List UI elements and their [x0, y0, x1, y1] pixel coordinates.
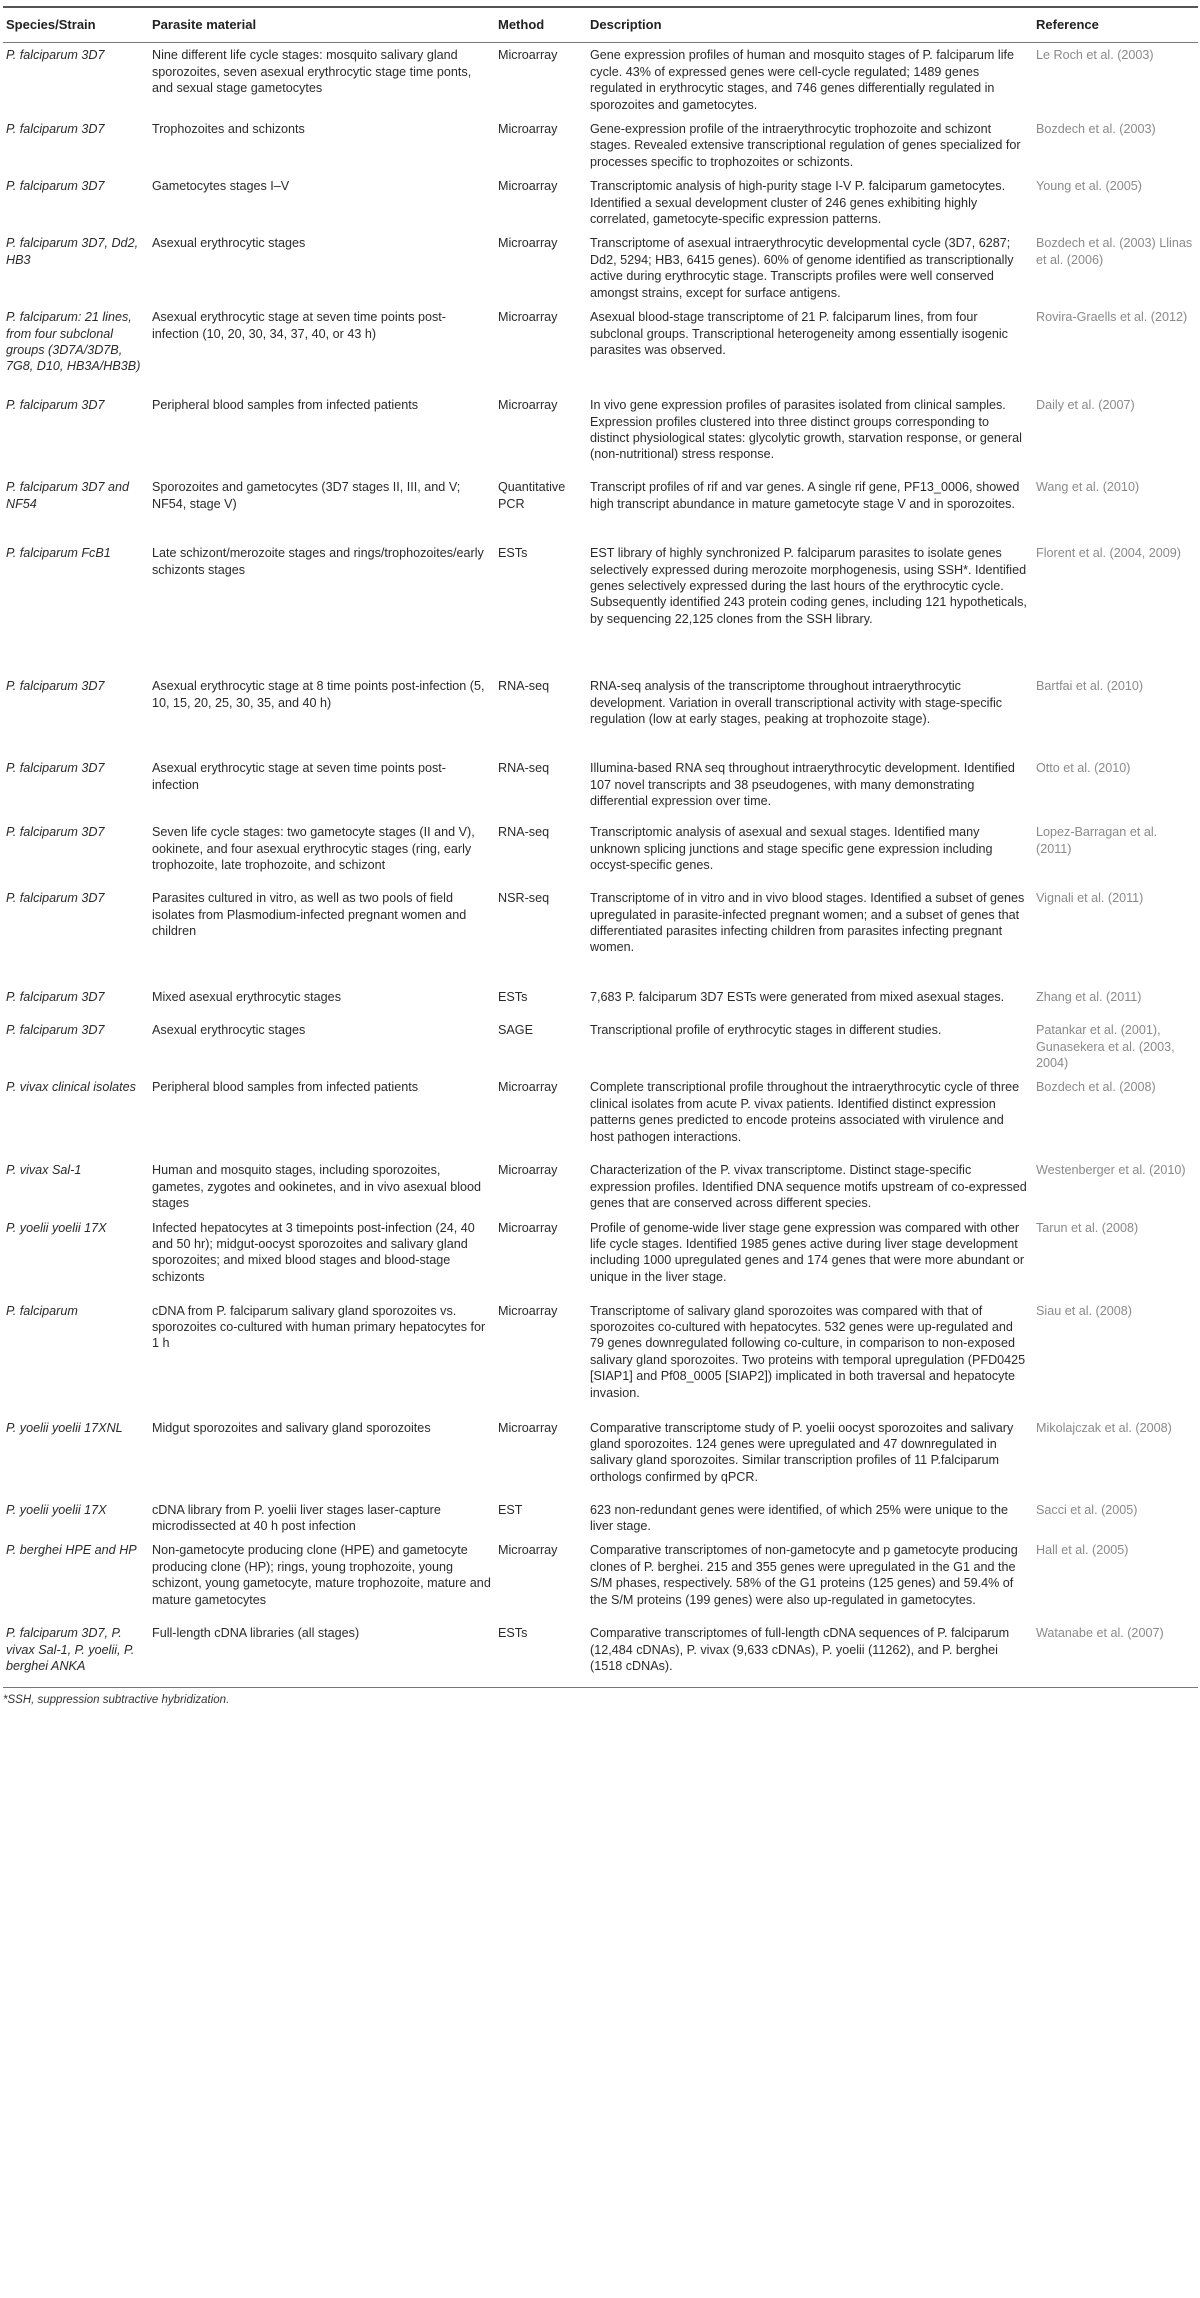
table-row [3, 1018, 1198, 1075]
cell-parasite-material: Midgut sporozoites and salivary gland sporozoites [152, 1420, 431, 1435]
table-row [3, 43, 1198, 117]
cell-reference: Daily et al. (2007) [1036, 398, 1135, 413]
cell-method: NSR-seq [498, 891, 550, 906]
cell-parasite-material: Non-gametocyte producing clone (HPE) and gametocyte producing clone (HP); rings, young trophozoite, young schizont, young gametocyte, mature trophozoite, mature and mature gametocytes [152, 1543, 491, 1607]
header-method: Method [495, 7, 587, 43]
cell-parasite-material: cDNA from P. falciparum salivary gland sporozoites vs. sporozoites co-cultured with human primary hepatocytes for 1 h [152, 1303, 486, 1351]
table-row [3, 1416, 1198, 1498]
cell-reference: Bozdech et al. (2003) [1036, 122, 1156, 137]
cell-parasite-material: Peripheral blood samples from infected patients [152, 398, 419, 413]
cell-species-strain: P. falciparum 3D7 and NF54 [6, 480, 129, 511]
cell-parasite-material: Sporozoites and gametocytes (3D7 stages II, III, and V; NF54, stage V) [152, 480, 461, 511]
cell-parasite-material: Asexual erythrocytic stages [152, 236, 306, 251]
table-header [3, 7, 1198, 43]
cell-method: SAGE [498, 1023, 533, 1038]
cell-parasite-material: Peripheral blood samples from infected patients [152, 1080, 419, 1095]
cell-reference: Vignali et al. (2011) [1036, 891, 1144, 906]
table-row [3, 1538, 1198, 1621]
cell-reference: Zhang et al. (2011) [1036, 990, 1142, 1005]
table-row [3, 1299, 1198, 1416]
cell-parasite-material: Asexual erythrocytic stage at 8 time points post-infection (5, 10, 15, 20, 25, 30, 35, and 40 h) [152, 679, 485, 710]
cell-method: Microarray [498, 398, 558, 413]
cell-description: Comparative transcriptome study of P. yoelii oocyst sporozoites and salivary gland sporozoites. 124 genes were upregulated and 47 downregulated in salivary gland sporozoites. Similar transcription profiles of 11 P.falciparum orthologs confirmed by qPCR. [590, 1420, 1014, 1484]
cell-parasite-material: Trophozoites and schizonts [152, 122, 305, 137]
table-row [3, 174, 1198, 231]
cell-reference: Florent et al. (2004, 2009) [1036, 546, 1181, 561]
cell-species-strain: P. falciparum FcB1 [6, 546, 111, 561]
cell-description: Complete transcriptional profile throughout the intraerythrocytic cycle of three clinical isolates from acute P. vivax patients. Identified distinct expression patterns genes predicted to encode proteins associated with virulence and host pathogen interactions. [590, 1080, 1020, 1144]
cell-reference: Westenberger et al. (2010) [1036, 1163, 1186, 1178]
cell-description: 7,683 P. falciparum 3D7 ESTs were generated from mixed asexual stages. [590, 990, 1005, 1005]
cell-reference: Siau et al. (2008) [1036, 1303, 1132, 1318]
cell-description: Gene-expression profile of the intraerythrocytic trophozoite and schizont stages. Revealed extensive transcriptional regulation of genes specialized for processes specific to trophozoites or schizonts. [590, 122, 1021, 169]
cell-reference: Young et al. (2005) [1036, 179, 1142, 194]
cell-parasite-material: Mixed asexual erythrocytic stages [152, 990, 341, 1005]
header-description: Description [587, 7, 1033, 43]
cell-parasite-material: Gametocytes stages I–V [152, 179, 290, 194]
cell-species-strain: P. yoelii yoelii 17X [6, 1220, 107, 1235]
cell-method: Microarray [498, 179, 558, 194]
cell-reference: Otto et al. (2010) [1036, 761, 1131, 776]
cell-parasite-material: Parasites cultured in vitro, as well as two pools of field isolates from Plasmodium-infected pregnant women and children [152, 891, 467, 938]
cell-method: ESTs [498, 1626, 528, 1641]
table-row [3, 475, 1198, 541]
cell-method: RNA-seq [498, 825, 550, 840]
cell-species-strain: P. falciparum 3D7 [6, 179, 105, 194]
cell-species-strain: P. falciparum [6, 1303, 78, 1318]
cell-species-strain: P. vivax Sal-1 [6, 1163, 82, 1178]
cell-reference: Bozdech et al. (2003) Llinas et al. (2006) [1036, 236, 1193, 267]
cell-method: Microarray [498, 310, 558, 325]
cell-method: Microarray [498, 122, 558, 137]
table-row [3, 756, 1198, 820]
cell-method: RNA-seq [498, 761, 550, 776]
header-row [3, 7, 1198, 43]
table-row [3, 1075, 1198, 1158]
transcriptome-studies-table [3, 6, 1198, 1685]
cell-species-strain: P. falciparum 3D7 [6, 990, 105, 1005]
table-body [3, 43, 1198, 1685]
cell-description: Comparative transcriptomes of non-gametocyte and p gametocyte producing clones of P. berghei. 215 and 355 genes were upregulated in the G1 and the S/M phases, respectively. 58% of the G1 proteins (125 genes) and 59.4% of the S/M proteins (199 genes) were also up-regulated in gametocytes. [590, 1543, 1018, 1607]
cell-reference: Wang et al. (2010) [1036, 480, 1140, 495]
cell-parasite-material: Asexual erythrocytic stages [152, 1023, 306, 1038]
header-reference: Reference [1033, 7, 1198, 43]
cell-species-strain: P. yoelii yoelii 17XNL [6, 1420, 123, 1435]
cell-parasite-material: Infected hepatocytes at 3 timepoints post-infection (24, 40 and 50 hr); midgut-oocyst sporozoites and salivary gland sporozoites; and mixed blood stages and blood-stage schizonts [152, 1220, 475, 1284]
cell-method: Quantitative PCR [498, 480, 566, 511]
table-row [3, 1216, 1198, 1299]
table-row [3, 541, 1198, 674]
cell-description: Characterization of the P. vivax transcriptome. Distinct stage-specific expression profiles. Identified DNA sequence motifs upstream of co-expressed genes that are conserved across different species. [590, 1163, 1027, 1211]
cell-description: Transcriptomic analysis of asexual and sexual stages. Identified many unknown splicing junctions and stage specific gene expression including occyst-specific genes. [590, 825, 993, 872]
cell-method: ESTs [498, 546, 528, 561]
cell-parasite-material: Human and mosquito stages, including sporozoites, gametes, zygotes and ookinetes, and in vivo asexual blood stages [152, 1163, 482, 1211]
cell-reference: Le Roch et al. (2003) [1036, 48, 1154, 63]
table-row [3, 1621, 1198, 1685]
cell-method: Microarray [498, 48, 558, 63]
cell-reference: Tarun et al. (2008) [1036, 1220, 1139, 1235]
cell-reference: Hall et al. (2005) [1036, 1543, 1129, 1558]
cell-reference: Sacci et al. (2005) [1036, 1502, 1138, 1517]
cell-species-strain: P. falciparum 3D7 [6, 398, 105, 413]
cell-species-strain: P. falciparum 3D7, P. vivax Sal-1, P. yoelii, P. berghei ANKA [6, 1626, 135, 1674]
cell-description: Transcriptional profile of erythrocytic stages in different studies. [590, 1023, 942, 1038]
cell-reference: Bartfai et al. (2010) [1036, 679, 1144, 694]
cell-species-strain: P. berghei HPE and HP [6, 1543, 137, 1558]
cell-species-strain: P. falciparum 3D7, Dd2, HB3 [6, 236, 139, 267]
table-row [3, 393, 1198, 475]
cell-reference: Patankar et al. (2001), Gunasekera et al. (2003, 2004) [1036, 1023, 1175, 1070]
cell-method: Microarray [498, 236, 558, 251]
cell-description: Transcriptomic analysis of high-purity stage I-V P. falciparum gametocytes. Identified a sexual development cluster of 246 genes exhibiting highly correlated, gametocyte-specific expression patterns. [590, 179, 1006, 227]
table-row [3, 117, 1198, 174]
table-row [3, 820, 1198, 886]
cell-description: Profile of genome-wide liver stage gene expression was compared with other life cycle stages. Identified 1985 genes active during liver stage development including 1000 upregulated genes and 174 genes that were more abundant or unique in the liver stage. [590, 1220, 1025, 1284]
cell-species-strain: P. falciparum 3D7 [6, 891, 105, 906]
table-row [3, 674, 1198, 756]
cell-method: Microarray [498, 1303, 558, 1318]
table-row [3, 305, 1198, 393]
header-species-strain: Species/Strain [3, 7, 149, 43]
cell-reference: Watanabe et al. (2007) [1036, 1626, 1164, 1641]
cell-description: Asexual blood-stage transcriptome of 21 P. falciparum lines, from four subclonal groups. Transcriptional heterogeneity among essentially isogenic parasites was observed. [590, 310, 1008, 357]
cell-parasite-material: Nine different life cycle stages: mosquito salivary gland sporozoites, seven asexual erythrocytic stage time ponts, and sexual stage gametocytes [152, 48, 472, 96]
cell-parasite-material: Full-length cDNA libraries (all stages) [152, 1626, 360, 1641]
cell-species-strain: P. falciparum: 21 lines, from four subclonal groups (3D7A/3D7B, 7G8, D10, HB3A/HB3B) [6, 310, 141, 374]
cell-parasite-material: Late schizont/merozoite stages and rings/trophozoites/early schizonts stages [152, 546, 484, 577]
cell-method: Microarray [498, 1420, 558, 1435]
cell-parasite-material: cDNA library from P. yoelii liver stages laser-capture microdissected at 40 h post infection [152, 1502, 441, 1533]
cell-species-strain: P. falciparum 3D7 [6, 1023, 105, 1038]
table-row [3, 985, 1198, 1018]
cell-method: Microarray [498, 1543, 558, 1558]
cell-parasite-material: Seven life cycle stages: two gametocyte stages (II and V), ookinete, and four asexual erythrocytic stages (ring, early trophozoite, late trophozoite, and schizont [152, 825, 475, 872]
cell-species-strain: P. falciparum 3D7 [6, 679, 105, 694]
table-row [3, 886, 1198, 985]
cell-description: Transcriptome of in vitro and in vivo blood stages. Identified a subset of genes upregulated in parasite-infected pregnant women; and a subset of genes that differentiated parasites infecting children from parasites infecting pregnant women. [590, 891, 1025, 955]
cell-description: Transcriptome of salivary gland sporozoites was compared with that of sporozoites co-cultured with hepatocytes. 532 genes were up-regulated and 79 genes downregulated following co-culture, in comparison to non-exposed salivary gland sporozoites. Two proteins with temporal upregulation (PFD0425 [SIAP1] and Pf08_0005 [SIAP2]) implicated in both traversal and hepatocyte invasion. [590, 1303, 1026, 1400]
cell-description: RNA-seq analysis of the transcriptome throughout intraerythrocytic development. Variation in overall transcriptional activity with stage-specific regulation (low at early stages, peaking at trophozoite stage). [590, 679, 1003, 726]
cell-method: Microarray [498, 1163, 558, 1178]
footnote: *SSH, suppression subtractive hybridization. [3, 1687, 1198, 1706]
cell-method: RNA-seq [498, 679, 550, 694]
cell-species-strain: P. falciparum 3D7 [6, 825, 105, 840]
cell-method: Microarray [498, 1220, 558, 1235]
cell-method: Microarray [498, 1080, 558, 1095]
cell-method: ESTs [498, 990, 528, 1005]
cell-parasite-material: Asexual erythrocytic stage at seven time points post-infection [152, 761, 446, 792]
cell-description: 623 non-redundant genes were identified, of which 25% were unique to the liver stage. [590, 1502, 1008, 1533]
cell-description: In vivo gene expression profiles of parasites isolated from clinical samples. Expression profiles clustered into three distinct groups corresponding to distinct physiological states: glycolytic growth, starvation response, or general (non-nutritional) stress response. [590, 398, 1022, 462]
cell-reference: Mikolajczak et al. (2008) [1036, 1420, 1172, 1435]
table-row [3, 1498, 1198, 1539]
cell-description: Gene expression profiles of human and mosquito stages of P. falciparum life cycle. 43% of expressed genes were cell-cycle regulated; 1489 genes regulated in erythrocytic stages, and 746 genes differentially regulated in sporozoites and gametocytes. [590, 48, 1014, 112]
cell-description: Comparative transcriptomes of full-length cDNA sequences of P. falciparum (12,484 cDNAs), P. vivax (9,633 cDNAs), P. yoelii (11262), and P. berghei (1518 cDNAs). [590, 1626, 1010, 1674]
cell-description: EST library of highly synchronized P. falciparum parasites to isolate genes selectively expressed during merozoite morphogenesis, using SSH*. Identified genes selectively expressed during the last hours of the erythrocytic cycle. Subsequently identified 243 protein coding genes, including 121 hypotheticals, by sequencing 22,125 clones from the SSH library. [590, 546, 1027, 626]
table-row [3, 1158, 1198, 1215]
cell-reference: Lopez-Barragan et al. (2011) [1036, 825, 1158, 856]
cell-species-strain: P. yoelii yoelii 17X [6, 1502, 107, 1517]
cell-description: Illumina-based RNA seq throughout intraerythrocytic development. Identified 107 novel transcripts and 38 pseudogenes, with many demonstrating differential expression over time. [590, 761, 1015, 808]
cell-reference: Rovira-Graells et al. (2012) [1036, 310, 1188, 325]
cell-description: Transcript profiles of rif and var genes. A single rif gene, PF13_0006, showed high transcript abundance in mature gametocyte stage V and in sporozoites. [590, 480, 1020, 511]
cell-reference: Bozdech et al. (2008) [1036, 1080, 1156, 1095]
cell-parasite-material: Asexual erythrocytic stage at seven time points post-infection (10, 20, 30, 34, 37, 40, or 43 h) [152, 310, 446, 341]
cell-species-strain: P. falciparum 3D7 [6, 122, 105, 137]
cell-method: EST [498, 1502, 523, 1517]
header-parasite-material: Parasite material [149, 7, 495, 43]
cell-species-strain: P. falciparum 3D7 [6, 761, 105, 776]
cell-species-strain: P. vivax clinical isolates [6, 1080, 136, 1095]
table-row [3, 231, 1198, 305]
cell-description: Transcriptome of asexual intraerythrocytic developmental cycle (3D7, 6287; Dd2, 5294; HB3, 6415 genes). 60% of genome identified as transcriptionally active during erythrocytic stage. Transcripts profiles were well conserved amongst strains, except for surface antigens. [590, 236, 1014, 300]
cell-species-strain: P. falciparum 3D7 [6, 48, 105, 63]
